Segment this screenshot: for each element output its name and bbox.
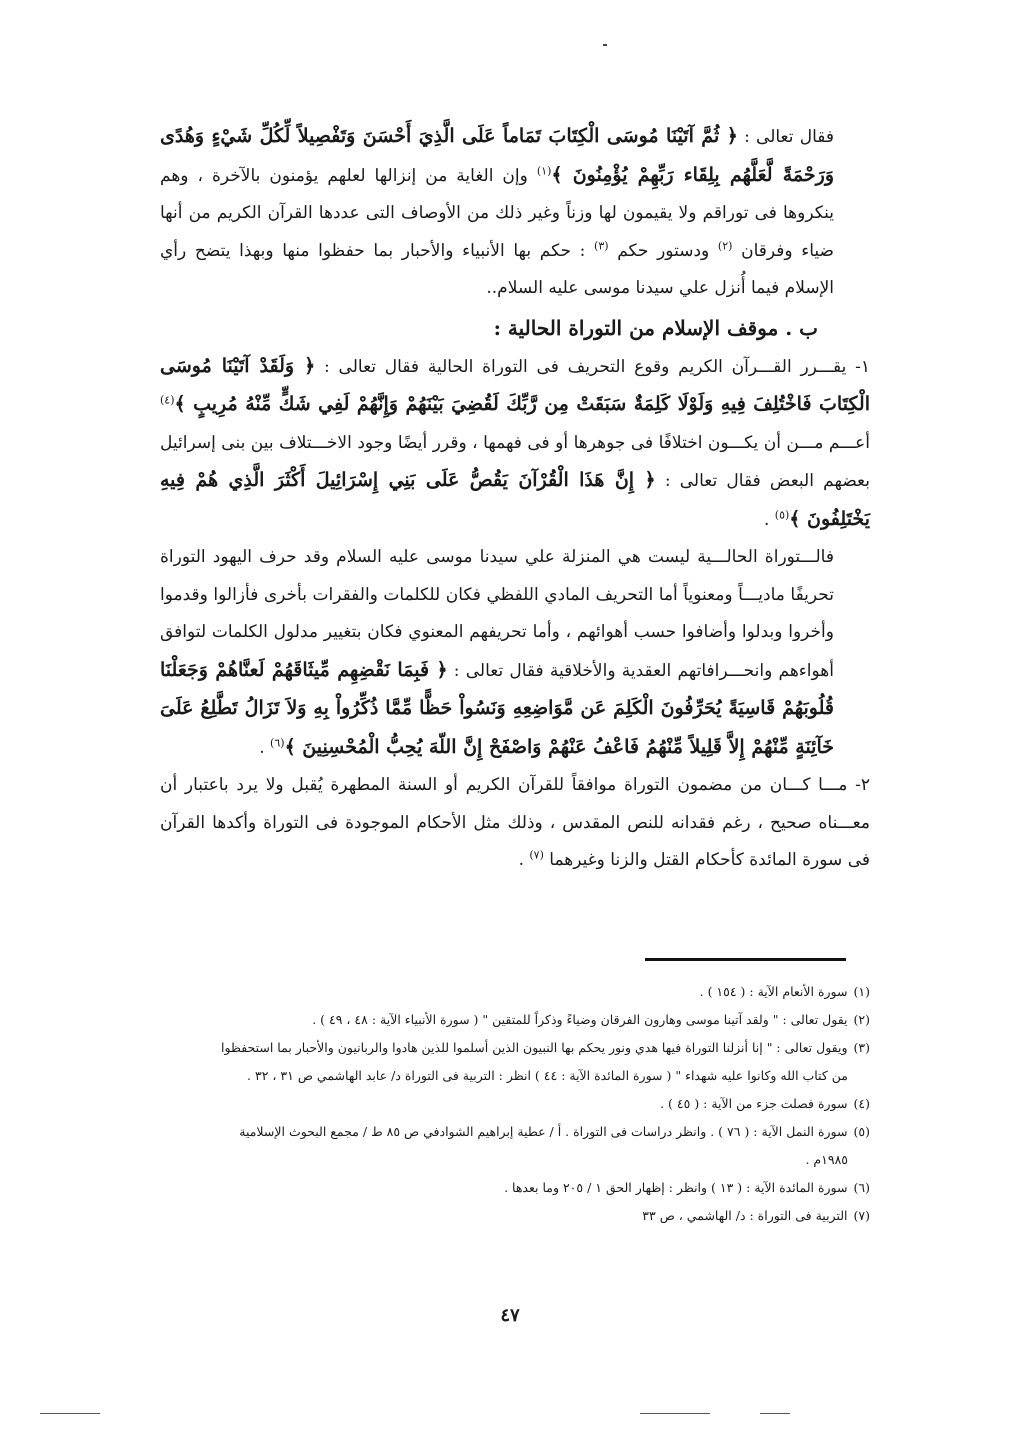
footnote-5: (٥)سورة النمل الآية : ( ٧٦ ) . وانظر دراسات فى التوراة . أ / عطية إبراهيم الشوادفي ص ٨٥ ط / مجمع البحوث الإسلامية xyxy=(239,1124,870,1139)
paragraph-4 xyxy=(160,767,870,880)
quran-verse: ﴿ فَبِمَا نَقْضِهِم مِّيثَاقَهُمْ لَعنَّاهُمْ وَجَعَلْنَا قُلُوبَهُمْ قَاسِيَةً يُحَرِّفُونَ الْكَلِمَ عَن مَّوَاضِعِهِ وَنَسُواْ حَظًّا مِّمَّا ذُكِّرُواْ بِهِ وَلاَ تَزَالُ تَطَّلِعُ عَلَىَ خَآئِنَةٍ مِّنْهُمْ إِلاَّ قَلِيلاً مِّنْهُمُ فَاعْفُ عَنْهُمْ وَاصْفَحْ إِنَّ اللّهَ يُحِبُّ الْمُحْسِنِينَ ﴾ xyxy=(160,658,834,758)
text-run: ودستور حكم xyxy=(608,240,718,261)
section-heading: ب . موقف الإسلام من التوراة الحالية : xyxy=(493,315,818,340)
text-run: : حكم بها الأنبياء والأحبار بما حفظوا منها وبهذا يتضح رأي الإسلام فيما أُنزل علي سيدنا موسى عليه السلام.. xyxy=(160,240,834,298)
text-run: . xyxy=(518,850,530,870)
footnote-reference: (٢) xyxy=(717,238,733,252)
footnote-5-continuation: ١٩٨٥م . xyxy=(805,1152,848,1167)
main-text xyxy=(160,118,870,880)
quran-verse: ﴿ إِنَّ هَذَا الْقُرْآنَ يَقُصُّ عَلَى بَنِي إِسْرَائِيلَ أَكْثَرَ الَّذِي هُمْ فِيهِ يَخْتَلِفُونَ ﴾ xyxy=(160,469,870,530)
text-run: ١- يقـــرر القـــرآن الكريم وقوع التحريف فى التوراة الحالية فقال تعالى : xyxy=(315,356,870,377)
footnotes xyxy=(160,978,870,1230)
text-run: فقال تعالى : xyxy=(737,127,834,147)
footnote-reference: (٤) xyxy=(160,393,175,407)
text-run: وإن الغاية من إنزالها لعلهم يؤمنون بالآخرة ، وهم ينكروها فى توراقم ولا يقيمون لها وزناً وغير ذلك من الأوصاف التى عددها القرآن الكريم من أنها ضياء وفرقان xyxy=(160,165,834,261)
text-run: أعـــم مـــن أن يكـــون اختلافًا فى جوهرها أو فى فهمها ، وقرر أيضًا وجود الاخـــتلاف بين بنى إسرائيل بعضهم البعض فقال تعالى : xyxy=(160,432,870,491)
paragraph-2 xyxy=(160,348,870,540)
footnote-separator xyxy=(645,958,846,961)
quran-verse: ﴿ ثُمَّ آتَيْنَا مُوسَى الْكِتَابَ تَمَاماً عَلَى الَّذِيَ أَحْسَنَ وَتَفْصِيلاً لِّكُلِّ شَيْءٍ وَهُدًى وَرَحْمَةً لَّعَلَّهُم بِلِقَاء رَبِّهِمْ يُؤْمِنُونَ ﴾ xyxy=(160,125,834,186)
footnote-reference: (٧) xyxy=(529,848,544,862)
footnote-4: (٤)سورة فصلت جزء من الآية : ( ٤٥ ) . xyxy=(660,1096,870,1111)
footnote-reference: (٣) xyxy=(594,238,609,252)
text-run: . xyxy=(763,509,775,530)
page-number: ٤٧ xyxy=(500,1305,520,1326)
scan-artifact-bottom xyxy=(640,1413,710,1414)
footnote-reference: (٦) xyxy=(270,735,285,749)
footnote-1: (١)سورة الأنعام الآية : ( ١٥٤ ) . xyxy=(699,984,870,999)
text-run: فالـــتوراة الحالـــية ليست هي المنزلة علي سيدنا موسى عليه السلام وقد حرف اليهود التوراة تحريفًا ماديـــاً ومعنوياً أما التحريف المادي اللفظي فكان للكلمات والفقرات بأخرى فأزالوا وقدموا وأخروا وبدلوا وأضافوا حسب أهوائهم ، وأما تحريفهم المعنوي فكان بتغيير مدلول الكلمات لتوافق أهواءهم وانحـــرافاتهم العقدية والأخلاقية فقال تعالى : xyxy=(160,547,834,681)
footnote-6: (٦)سورة المائدة الآية : ( ١٣ ) وانظر : إظهار الحق ١ / ٢٠٥ وما بعدها . xyxy=(504,1180,870,1195)
scan-artifact xyxy=(603,44,607,46)
paragraph-1 xyxy=(160,118,870,308)
footnote-reference: (١) xyxy=(536,163,552,177)
scan-artifact-bottom xyxy=(760,1413,790,1414)
paragraph-3 xyxy=(160,539,870,767)
text-run: . xyxy=(259,737,271,758)
text-run: ٢- مـــا كـــان من مضمون التوراة موافقاً للقرآن الكريم أو السنة المطهرة يُقبل ولا يرد باعتبار أن معـــناه صحيح ، رغم فقدانه للنص المقدس ، وذلك مثل الأحكام الموجودة فى التوراة وأكدها القرآن فى سورة المائدة كأحكام القتل والزنا وغيرهما xyxy=(160,775,870,870)
footnote-3-continuation: من كتاب الله وكانوا عليه شهداء " ( سورة المائدة الآية : ٤٤ ) انظر : التربية فى التوراة د/ عابد الهاشمي ص ٣١ ، ٣٢ . xyxy=(247,1068,848,1083)
footnote-7: (٧)التربية فى التوراة : د/ الهاشمي ، ص ٣٣ xyxy=(642,1208,870,1223)
scan-artifact-bottom xyxy=(40,1413,100,1414)
footnote-3: (٣)ويقول تعالى : " إنا أنزلنا التوراة فيها هدي ونور يحكم بها النبيون الذين أسلموا للذين هادوا والربانيون والأحبار بما استحفظوا xyxy=(221,1040,870,1055)
quran-verse: ﴿ وَلَقَدْ آتَيْنَا مُوسَى الْكِتَابَ فَاخْتُلِفَ فِيهِ وَلَوْلَا كَلِمَةٌ سَبَقَتْ مِن رَّبِّكَ لَقُضِيَ بَيْنَهُمْ وَإِنَّهُمْ لَفِي شَكٍّ مِّنْهُ مُرِيبٍ ﴾ xyxy=(160,354,870,415)
footnote-reference: (٥) xyxy=(774,507,790,521)
footnote-2: (٢)يقول تعالى : " ولقد آتينا موسى وهارون الفرقان وضياءً وذكراً للمتقين " ( سورة الأنبياء الآية : ٤٨ ، ٤٩ ) . xyxy=(312,1012,870,1027)
